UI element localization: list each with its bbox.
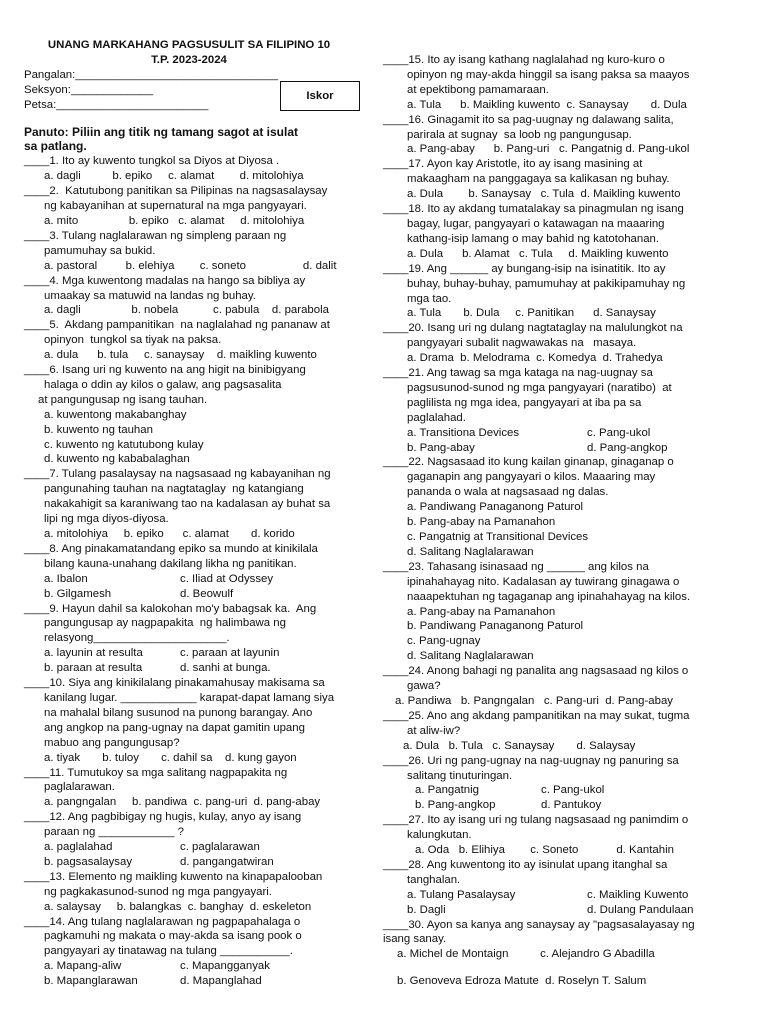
question-15: ____15. Ito ay isang kathang naglalahad ng kuro-kuro o: [383, 54, 665, 66]
question-28-option-c: c. Maikling Kuwento: [587, 888, 689, 901]
question-6-cont: halaga o ddin ay kilos o galaw, ang pagsasalita: [44, 378, 282, 391]
question-15-cont-2: at epektibong pamamaraan.: [407, 83, 549, 96]
question-8-option-a: a. Ibalon: [44, 572, 88, 585]
question-11-options: a. pangngalan b. pandiwa c. pang-uri d. pang-abay: [44, 796, 321, 809]
question-26-options: [383, 783, 743, 813]
left-column: [24, 0, 369, 989]
question-10: ____10. Siya ang kinikilalang pinakamahusay makisama sa: [24, 677, 325, 690]
question-18: ____18. Ito ay akdang tumatalakay sa pinagmulan ng isang: [383, 203, 684, 216]
question-17-options: a. Dula b. Sanaysay c. Tula d. Maikling kuwento: [407, 188, 681, 201]
question-12-option-d: d. pangangatwiran: [180, 855, 274, 868]
question-24-options: a. Pandiwa b. Pangngalan c. Pang-uri d. Pang-abay: [395, 694, 673, 707]
question-14-option-a: a. Mapang-aliw: [44, 960, 122, 973]
question-15-options: a. Tula b. Maikling kuwento c. Sanaysay d. Dula: [407, 98, 687, 111]
question-4-cont: umaakay sa matuwid na landas ng buhay.: [44, 289, 256, 302]
question-3-options: a. pastoral b. elehiya c. soneto d. dalit: [44, 259, 337, 272]
question-22-option-d: d. Salitang Naglalarawan: [407, 545, 534, 558]
question-6: ____6. Isang uri ng kuwento na ang higit na binibigyang: [24, 364, 306, 377]
question-8: ____8. Ang pinakamatandang epiko sa mundo at kinikilala: [24, 542, 318, 555]
question-5-cont: opinyon tungkol sa tiyak na paksa.: [44, 334, 222, 347]
question-27: ____27. Ito ay isang uri ng tulang nagsasaad ng panimdim o: [383, 814, 689, 827]
question-26-option-d: d. Pantukoy: [541, 799, 602, 812]
question-30-options-bd: b. Genoveva Edroza Matute d. Roselyn T. Salum: [397, 975, 647, 988]
question-30-options-ac: a. Michel de Montaign c. Alejandro G Abadilla: [397, 948, 655, 961]
question-7-cont-3: lipi ng mga diyos-diyosa.: [44, 513, 169, 526]
question-26-cont: salitang tinuturingan.: [407, 769, 513, 782]
question-23-cont-2: naaapektuhan ng tagaganap ang ipinahahayag na kilos.: [407, 590, 691, 603]
question-20: ____20. Isang uri ng dulang nagtataglay na malulungkot na: [383, 322, 683, 335]
right-column: [383, 0, 743, 989]
question-12-option-a: a. paglalahad: [44, 841, 113, 854]
question-23-cont: ipinahahayag nito. Kadalasan ay tuwirang ginagawa o: [407, 575, 680, 588]
school-year: T.P. 2023-2024: [151, 53, 227, 66]
question-22-option-a: a. Pandiwang Panaganong Paturol: [407, 501, 584, 514]
question-9: ____9. Hayun dahil sa kalokohan mo'y babagsak ka. Ang: [24, 602, 317, 615]
question-12: ____12. Ang pagbibigay ng hugis, kulay, anyo ay isang: [24, 811, 302, 824]
question-28: ____28. Ang kuwentong ito ay isinulat upang itanghal sa: [383, 858, 668, 871]
question-13-cont: ng pagkakasunod-sunod ng mga pangyayari.: [44, 885, 272, 898]
question-18-cont: bagay, lugar, pangyayari o katawagan na maaaring: [407, 217, 665, 230]
question-20-cont: pangyayari subalit nagwawakas na masaya.: [407, 337, 637, 350]
question-28-cont: tanghalan.: [407, 873, 461, 886]
question-22: ____22. Nagsasaad ito kung kailan ginanap, ginaganap o: [383, 456, 674, 469]
question-2: ____2. Katutubong panitikan sa Pilipinas na nagsasalaysay: [24, 185, 328, 198]
question-13: ____13. Elemento ng maikling kuwento na kinapapalooban: [24, 870, 323, 883]
section-field[interactable]: Seksyon:_____________: [24, 83, 154, 96]
question-12-cont: paraan ng ____________ ?: [44, 826, 184, 839]
question-7: ____7. Tulang pasalaysay na nagsasaad ng kabayanihan ng: [24, 468, 331, 481]
question-26: ____26. Uri ng pang-ugnay na nag-uugnay ng panuring sa: [383, 754, 679, 767]
question-23-option-c: c. Pang-ugnay: [407, 635, 481, 648]
question-27-options: a. Oda b. Elihiya c. Soneto d. Kantahin: [415, 844, 674, 857]
question-21-option-d: d. Pang-angkop: [587, 441, 668, 454]
question-16-options: a. Pang-abay b. Pang-uri c. Pangatnig d. Pang-ukol: [407, 143, 690, 156]
question-25: ____25. Ano ang akdang pampanitikan na may sukat, tugma: [383, 709, 690, 722]
name-field[interactable]: Pangalan:________________________________: [24, 68, 279, 81]
question-8-option-b: b. Gilgamesh: [44, 587, 112, 600]
question-5: ____5. Akdang pampanitikan na naglalahad ng pananaw at: [24, 319, 330, 332]
question-22-option-b: b. Pang-abay na Pamanahon: [407, 516, 556, 529]
question-26-option-b: b. Pang-angkop: [415, 799, 496, 812]
question-14-option-b: b. Mapanglarawan: [44, 975, 138, 988]
question-21: ____21. Ang tawag sa mga kataga na nag-uugnay sa: [383, 367, 653, 380]
question-21-option-b: b. Pang-abay: [407, 441, 475, 454]
question-9-options: [24, 646, 369, 676]
question-25-cont: at aliw-iw?: [407, 724, 461, 737]
question-10-options: a. tiyak b. tuloy c. dahil sa d. kung gayon: [44, 751, 297, 764]
question-10-cont-2: na mahalal bilang susunod na punong barangay. Ano: [44, 706, 313, 719]
question-9-option-c: c. paraan at layunin: [180, 647, 280, 660]
question-8-option-c: c. Iliad at Odyssey: [180, 572, 274, 585]
question-21-options: [383, 426, 743, 456]
question-28-option-a: a. Tulang Pasalaysay: [407, 888, 516, 901]
question-6-cont-2: at pangungusap ng isang tauhan.: [38, 393, 208, 406]
question-16-cont: parirala at sugnay sa loob ng pangungusap.: [407, 128, 632, 141]
question-6-option-a: a. kuwentong makabanghay: [44, 408, 187, 421]
question-25-options: a. Dula b. Tula c. Sanaysay d. Salaysay: [403, 739, 636, 752]
question-19: ____19. Ang ______ ay bungang-isip na isinatitik. Ito ay: [383, 262, 666, 275]
question-24: ____24. Anong bahagi ng panalita ang nagsasaad ng kilos o: [383, 665, 689, 678]
question-27-cont: kalungkutan.: [407, 829, 472, 842]
question-8-cont: bilang kauna-unahang dakilang likha ng panitikan.: [44, 557, 297, 570]
question-7-options: a. mitolohiya b. epiko c. alamat d. korido: [44, 528, 295, 540]
question-11-cont: paglalarawan.: [44, 781, 115, 794]
question-6-option-d: d. kuwento ng kababalaghan: [44, 453, 190, 466]
question-7-cont: pangunahing tauhan na nagtataglay ng katangiang: [44, 483, 304, 496]
question-14-option-d: d. Mapanglahad: [180, 975, 262, 988]
question-30-cont: isang sanay.: [383, 933, 447, 946]
question-30: ____30. Ayon sa kanya ang sanaysay ay "pagsasalayasay ng: [383, 918, 695, 931]
question-24-cont: gawa?: [407, 680, 441, 693]
question-17-cont: makaagham na panggagaya sa kalikasan ng buhay.: [407, 173, 670, 186]
question-12-options: [24, 840, 369, 870]
exam-title: UNANG MARKAHANG PAGSUSULIT SA FILIPINO 10: [47, 39, 331, 51]
directions-line-2: sa patlang.: [24, 139, 87, 154]
question-23-option-b: b. Pandiwang Panaganong Paturol: [407, 620, 584, 633]
question-2-cont: ng kabayanihan at supernatural na mga pangyayari.: [44, 200, 307, 213]
question-4: ____4. Mga kuwentong madalas na hango sa bibliya ay: [24, 274, 306, 287]
score-box[interactable]: Iskor: [280, 81, 360, 111]
question-21-cont-2: paglilista ng mga idea, pangyayari at iba pa sa: [407, 396, 642, 409]
question-3-cont: pamumuhay sa bukid.: [44, 244, 156, 257]
question-26-option-a: a. Pangatnig: [415, 784, 479, 797]
question-22-cont: gaganapin ang pangyayari o kilos. Maaaring may: [407, 471, 656, 484]
question-28-option-d: d. Dulang Pandulaan: [587, 903, 694, 916]
question-10-cont-3: ang angkop na pang-ugnay na dapat gamitin upang: [44, 721, 305, 734]
question-15-cont: opinyon ng may-akda hinggil sa isang paksa sa maayos: [407, 68, 690, 81]
question-12-option-b: b. pagsasalaysay: [44, 855, 133, 868]
question-10-cont: kanilang lugar. ____________ karapat-dapat lamang siya: [44, 691, 335, 704]
question-20-options: a. Drama b. Melodrama c. Komedya d. Trahedya: [407, 352, 663, 365]
question-26-option-c: c. Pang-ukol: [541, 784, 605, 797]
question-21-option-a: a. Transitiona Devices: [407, 426, 520, 439]
question-6-option-c: c. kuwento ng katutubong kulay: [44, 438, 204, 451]
question-19-options: a. Tula b. Dula c. Panitikan d. Sanaysay: [407, 307, 656, 320]
question-4-options: a. dagli b. nobela c. pabula d. parabola: [44, 304, 329, 317]
question-23: ____23. Tahasang isinasaad ng ______ ang kilos na: [383, 560, 649, 573]
question-9-option-a: a. layunin at resulta: [44, 647, 143, 660]
question-10-cont-4: mabuo ang pangungusap?: [44, 736, 180, 749]
question-9-cont: pangungusap ay nagpapakita ng halimbawa ng: [44, 617, 286, 630]
question-3: ____3. Tulang naglalarawan ng simpleng paraan ng: [24, 229, 287, 242]
question-21-cont: pagsusunod-sunod ng mga pangyayari (naratibo) at: [407, 381, 672, 394]
directions-line-1: Panuto: Piliin ang titik ng tamang sagot at isulat: [24, 124, 299, 139]
question-23-option-a: a. Pang-abay na Pamanahon: [407, 605, 556, 618]
question-8-option-d: d. Beowulf: [180, 587, 234, 600]
question-1-options: a. dagli b. epiko c. alamat d. mitolohiya: [44, 170, 304, 183]
question-16: ____16. Ginagamit ito sa pag-uugnay ng dalawang salita,: [383, 113, 674, 126]
question-14: ____14. Ang tulang naglalarawan ng pagpapahalaga o: [24, 915, 301, 928]
date-field[interactable]: Petsa:________________________: [24, 98, 209, 111]
question-23-option-d: d. Salitang Naglalarawan: [407, 650, 534, 663]
question-12-option-c: c. paglalarawan: [180, 841, 260, 854]
question-22-cont-2: pananda o wala at nagsasaad ng dalas.: [407, 486, 609, 499]
question-14-options: [24, 959, 369, 989]
question-18-cont-2: kathang-isip lamang o may bahid ng katotohanan.: [407, 232, 660, 245]
question-14-cont: pagkamuhi ng makata o may-akda sa isang pook o: [44, 930, 302, 943]
question-14-cont-2: pangyayari ay tinatawag na tulang ___________.: [44, 945, 293, 958]
question-21-option-c: c. Pang-ukol: [587, 426, 651, 439]
question-1: ____1. Ito ay kuwento tungkol sa Diyos at Diyosa .: [24, 155, 280, 168]
question-22-option-c: c. Pangatnig at Transitional Devices: [407, 531, 589, 543]
question-9-cont-2: relasyong_____________________.: [44, 632, 230, 645]
question-9-option-d: d. sanhi at bunga.: [180, 662, 271, 675]
question-9-option-b: b. paraan at resulta: [44, 662, 143, 675]
question-8-options: [24, 572, 369, 602]
question-2-options: a. mito b. epiko c. alamat d. mitolohiya: [44, 214, 305, 227]
question-28-options: [383, 888, 743, 918]
question-5-options: a. dula b. tula c. sanaysay d. maikling kuwento: [44, 349, 317, 362]
question-17: ____17. Ayon kay Aristotle, ito ay isang masining at: [383, 158, 643, 171]
question-13-options: a. salaysay b. balangkas c. banghay d. eskeleton: [44, 900, 312, 913]
question-11: ____11. Tumutukoy sa mga salitang nagpapakita ng: [24, 766, 288, 779]
question-28-option-b: b. Dagli: [407, 903, 446, 916]
question-21-cont-3: paglalahad.: [407, 411, 466, 424]
question-19-cont-2: mga tao.: [407, 292, 452, 305]
question-19-cont: buhay, buhay-buhay, pamumuhay at pakikipamuhay ng: [407, 277, 686, 290]
question-6-option-b: b. kuwento ng tauhan: [44, 423, 153, 436]
question-18-options: a. Dula b. Alamat c. Tula d. Maikling kuwento: [407, 247, 669, 260]
question-7-cont-2: nakakahigit sa karaniwang tao na kadalasan ay buhat sa: [44, 498, 331, 511]
question-14-option-c: c. Mapangganyak: [180, 960, 270, 973]
